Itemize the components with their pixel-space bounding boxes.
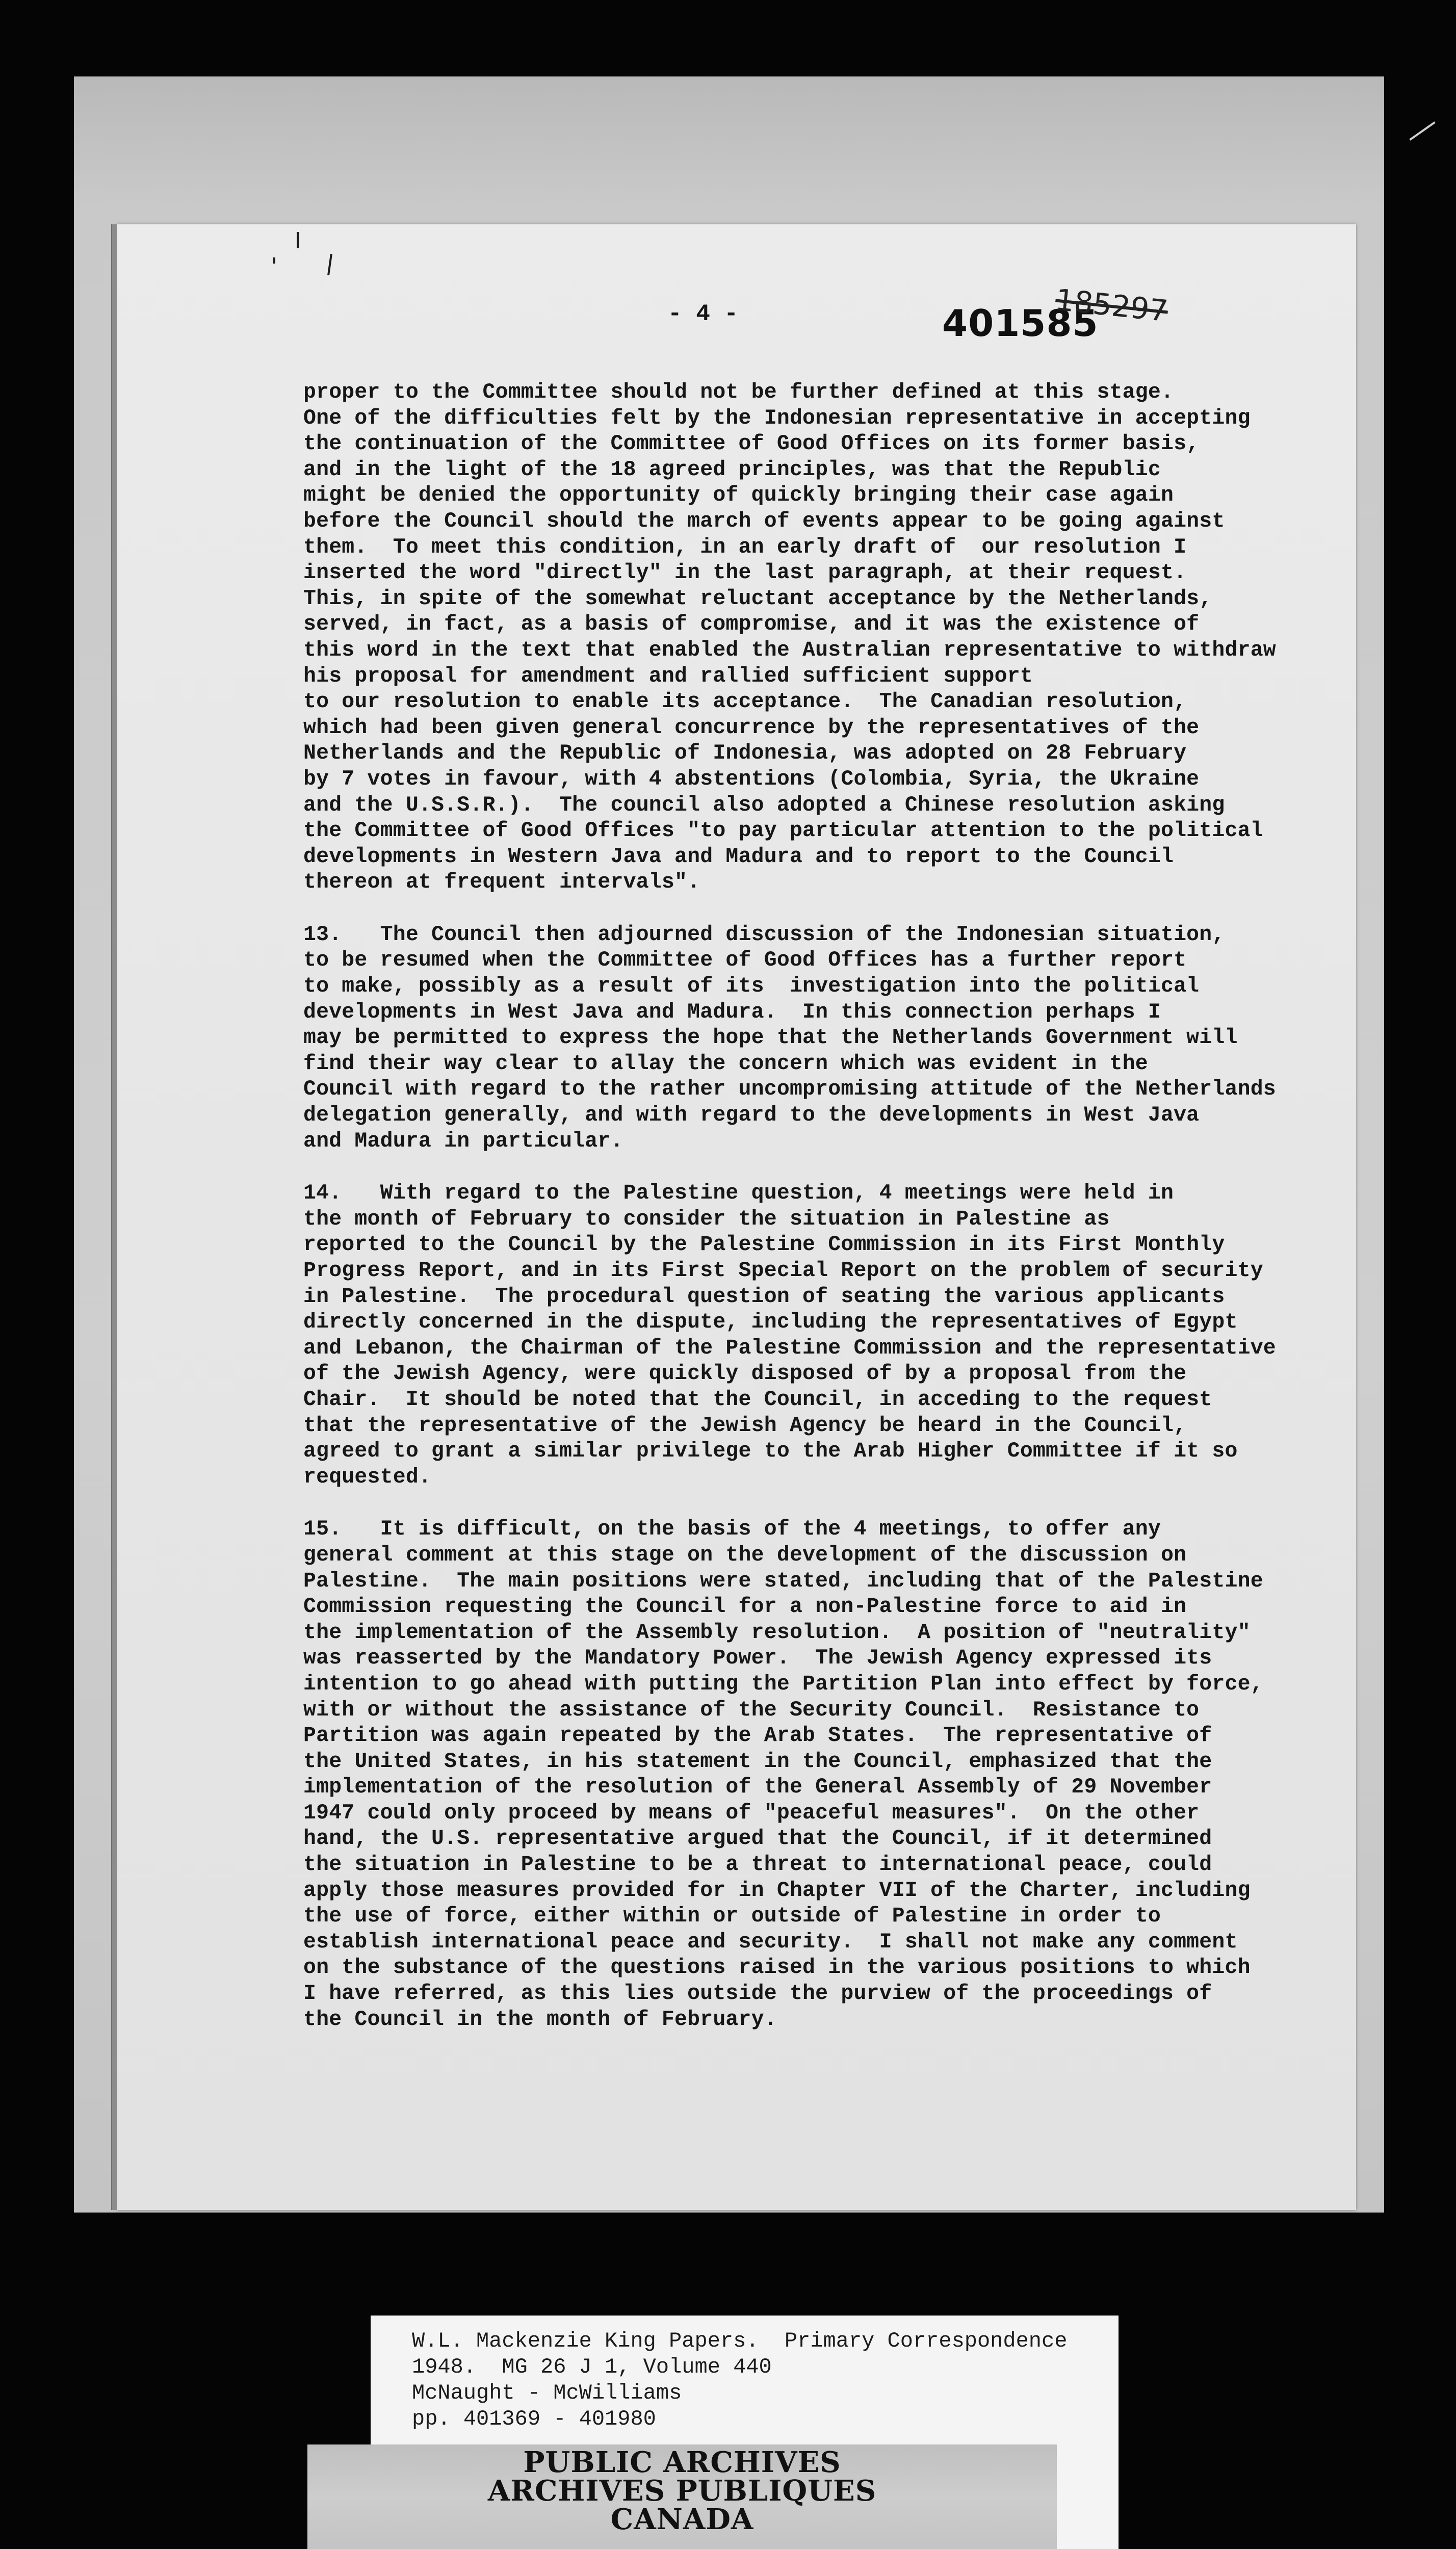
body-line: hand, the U.S. representative argued that the Council, if it determined [303, 1827, 1212, 1851]
body-line: and in the light of the 18 agreed principles, was that the Republic [303, 457, 1161, 482]
stamp-line-english: PUBLIC ARCHIVES [523, 2446, 841, 2479]
body-line: directly concerned in the dispute, including the representatives of Egypt [303, 1310, 1238, 1335]
body-line: the continuation of the Committee of Good Offices on its former basis, [303, 432, 1200, 456]
body-line: Netherlands and the Republic of Indonesia, was adopted on 28 February [303, 741, 1187, 766]
body-line: 14. With regard to the Palestine question, 4 meetings were held in [303, 1181, 1174, 1206]
archive-label-text [412, 2328, 1067, 2432]
body-line: and Madura in particular. [303, 1129, 623, 1153]
body-line: before the Council should the march of events appear to be going against [303, 509, 1225, 533]
scan-mark [273, 257, 275, 264]
body-line: 1947 could only proceed by means of "peaceful measures". On the other [303, 1801, 1200, 1825]
body-line: thereon at frequent intervals". [303, 870, 700, 895]
body-line: them. To meet this condition, in an early draft of our resolution I [303, 535, 1187, 559]
body-line: on the substance of the questions raised in the various positions to which [303, 1956, 1251, 1980]
body-line: the Council in the month of February. [303, 2007, 777, 2032]
page-number: - 4 - [668, 301, 739, 327]
body-line: to be resumed when the Committee of Good Offices has a further report [303, 948, 1187, 973]
struck-out-number: 185297 [1054, 282, 1170, 329]
body-line: to make, possibly as a result of its investigation into the political [303, 974, 1200, 999]
body-line: Council with regard to the rather uncompromising attitude of the Netherlands [303, 1077, 1276, 1102]
body-line: the month of February to consider the situation in Palestine as [303, 1207, 1110, 1231]
scan-mark [297, 232, 299, 248]
body-line: One of the difficulties felt by the Indonesian representative in accepting [303, 406, 1251, 430]
body-line: may be permitted to express the hope that the Netherlands Government will [303, 1026, 1238, 1050]
body-line: general comment at this stage on the development of the discussion on [303, 1543, 1187, 1567]
body-line: reported to the Council by the Palestine Commission in its First Monthly [303, 1233, 1225, 1257]
body-line: implementation of the resolution of the General Assembly of 29 November [303, 1775, 1212, 1800]
body-line: the Committee of Good Offices "to pay particular attention to the political [303, 819, 1263, 843]
archive-number: 401585 [942, 302, 1099, 345]
letter-body [303, 380, 1348, 2033]
body-line: in Palestine. The procedural question of seating the various applicants [303, 1284, 1225, 1309]
archive-label-line: McNaught - McWilliams [412, 2381, 682, 2405]
body-line: and the U.S.S.R.). The council also adopted a Chinese resolution asking [303, 793, 1225, 817]
body-line: the implementation of the Assembly resolution. A position of "neutrality" [303, 1620, 1251, 1645]
archive-label-line: 1948. MG 26 J 1, Volume 440 [412, 2355, 772, 2379]
body-line: This, in spite of the somewhat reluctant acceptance by the Netherlands, [303, 586, 1212, 611]
body-line: the use of force, either within or outside of Palestine in order to [303, 1904, 1161, 1929]
body-line: was reasserted by the Mandatory Power. The Jewish Agency expressed its [303, 1646, 1212, 1671]
body-line: requested. [303, 1465, 432, 1489]
body-line: inserted the word "directly" in the last paragraph, at their request. [303, 561, 1187, 585]
body-line: proper to the Committee should not be further defined at this stage. [303, 380, 1174, 404]
body-line: find their way clear to allay the concern which was evident in the [303, 1051, 1148, 1076]
paragraph-gap [303, 1490, 1348, 1517]
body-line: Partition was again repeated by the Arab States. The representative of [303, 1724, 1212, 1748]
stamp-line-french: ARCHIVES PUBLIQUES [487, 2474, 877, 2508]
body-line: with or without the assistance of the Security Council. Resistance to [303, 1698, 1200, 1722]
body-line: served, in fact, as a basis of compromise, and it was the existence of [303, 612, 1200, 637]
body-line: of the Jewish Agency, were quickly disposed of by a proposal from the [303, 1362, 1187, 1386]
body-line: apply those measures provided for in Chapter VII of the Charter, including [303, 1878, 1251, 1903]
body-line: 13. The Council then adjourned discussion of the Indonesian situation, [303, 922, 1225, 947]
body-line: Progress Report, and in its First Special Report on the problem of security [303, 1259, 1263, 1283]
archive-label-line: W.L. Mackenzie King Papers. Primary Correspondence [412, 2329, 1068, 2353]
archive-label-line: pp. 401369 - 401980 [412, 2407, 656, 2431]
body-line: developments in West Java and Madura. In this connection perhaps I [303, 1000, 1161, 1024]
body-line: developments in Western Java and Madura and to report to the Council [303, 844, 1174, 869]
stamp-line-country: CANADA [610, 2503, 754, 2536]
body-line: Chair. It should be noted that the Council, in acceding to the request [303, 1387, 1212, 1412]
body-line: intention to go ahead with putting the Partition Plan into effect by force, [303, 1672, 1263, 1696]
paragraph-gap [303, 1154, 1348, 1181]
body-line: the situation in Palestine to be a threat to international peace, could [303, 1853, 1212, 1877]
body-line: agreed to grant a similar privilege to the Arab Higher Committee if it so [303, 1439, 1238, 1464]
body-line: delegation generally, and with regard to the developments in West Java [303, 1103, 1200, 1128]
body-line: the United States, in his statement in the Council, emphasized that the [303, 1749, 1212, 1774]
body-line: I have referred, as this lies outside the purview of the proceedings of [303, 1982, 1212, 2006]
body-line: this word in the text that enabled the Australian representative to withdraw [303, 638, 1276, 662]
body-line: 15. It is difficult, on the basis of the 4 meetings, to offer any [303, 1517, 1161, 1542]
body-line: by 7 votes in favour, with 4 abstentions (Colombia, Syria, the Ukraine [303, 767, 1200, 791]
scan-mark [1409, 121, 1435, 141]
body-line: might be denied the opportunity of quickly bringing their case again [303, 483, 1174, 508]
body-line: and Lebanon, the Chairman of the Palestine Commission and the representative [303, 1336, 1276, 1360]
body-line: establish international peace and security. I shall not make any comment [303, 1930, 1238, 1954]
body-line: to our resolution to enable its acceptance. The Canadian resolution, [303, 690, 1187, 714]
body-line: which had been given general concurrence by the representatives of the [303, 715, 1200, 740]
paragraph-gap [303, 896, 1348, 922]
archives-stamp-text [307, 2448, 1057, 2534]
body-line: Palestine. The main positions were stated, including that of the Palestine [303, 1569, 1263, 1593]
body-line: Commission requesting the Council for a non-Palestine force to aid in [303, 1595, 1187, 1619]
body-line: that the representative of the Jewish Agency be heard in the Council, [303, 1413, 1187, 1438]
body-line: his proposal for amendment and rallied sufficient support [303, 664, 1033, 688]
